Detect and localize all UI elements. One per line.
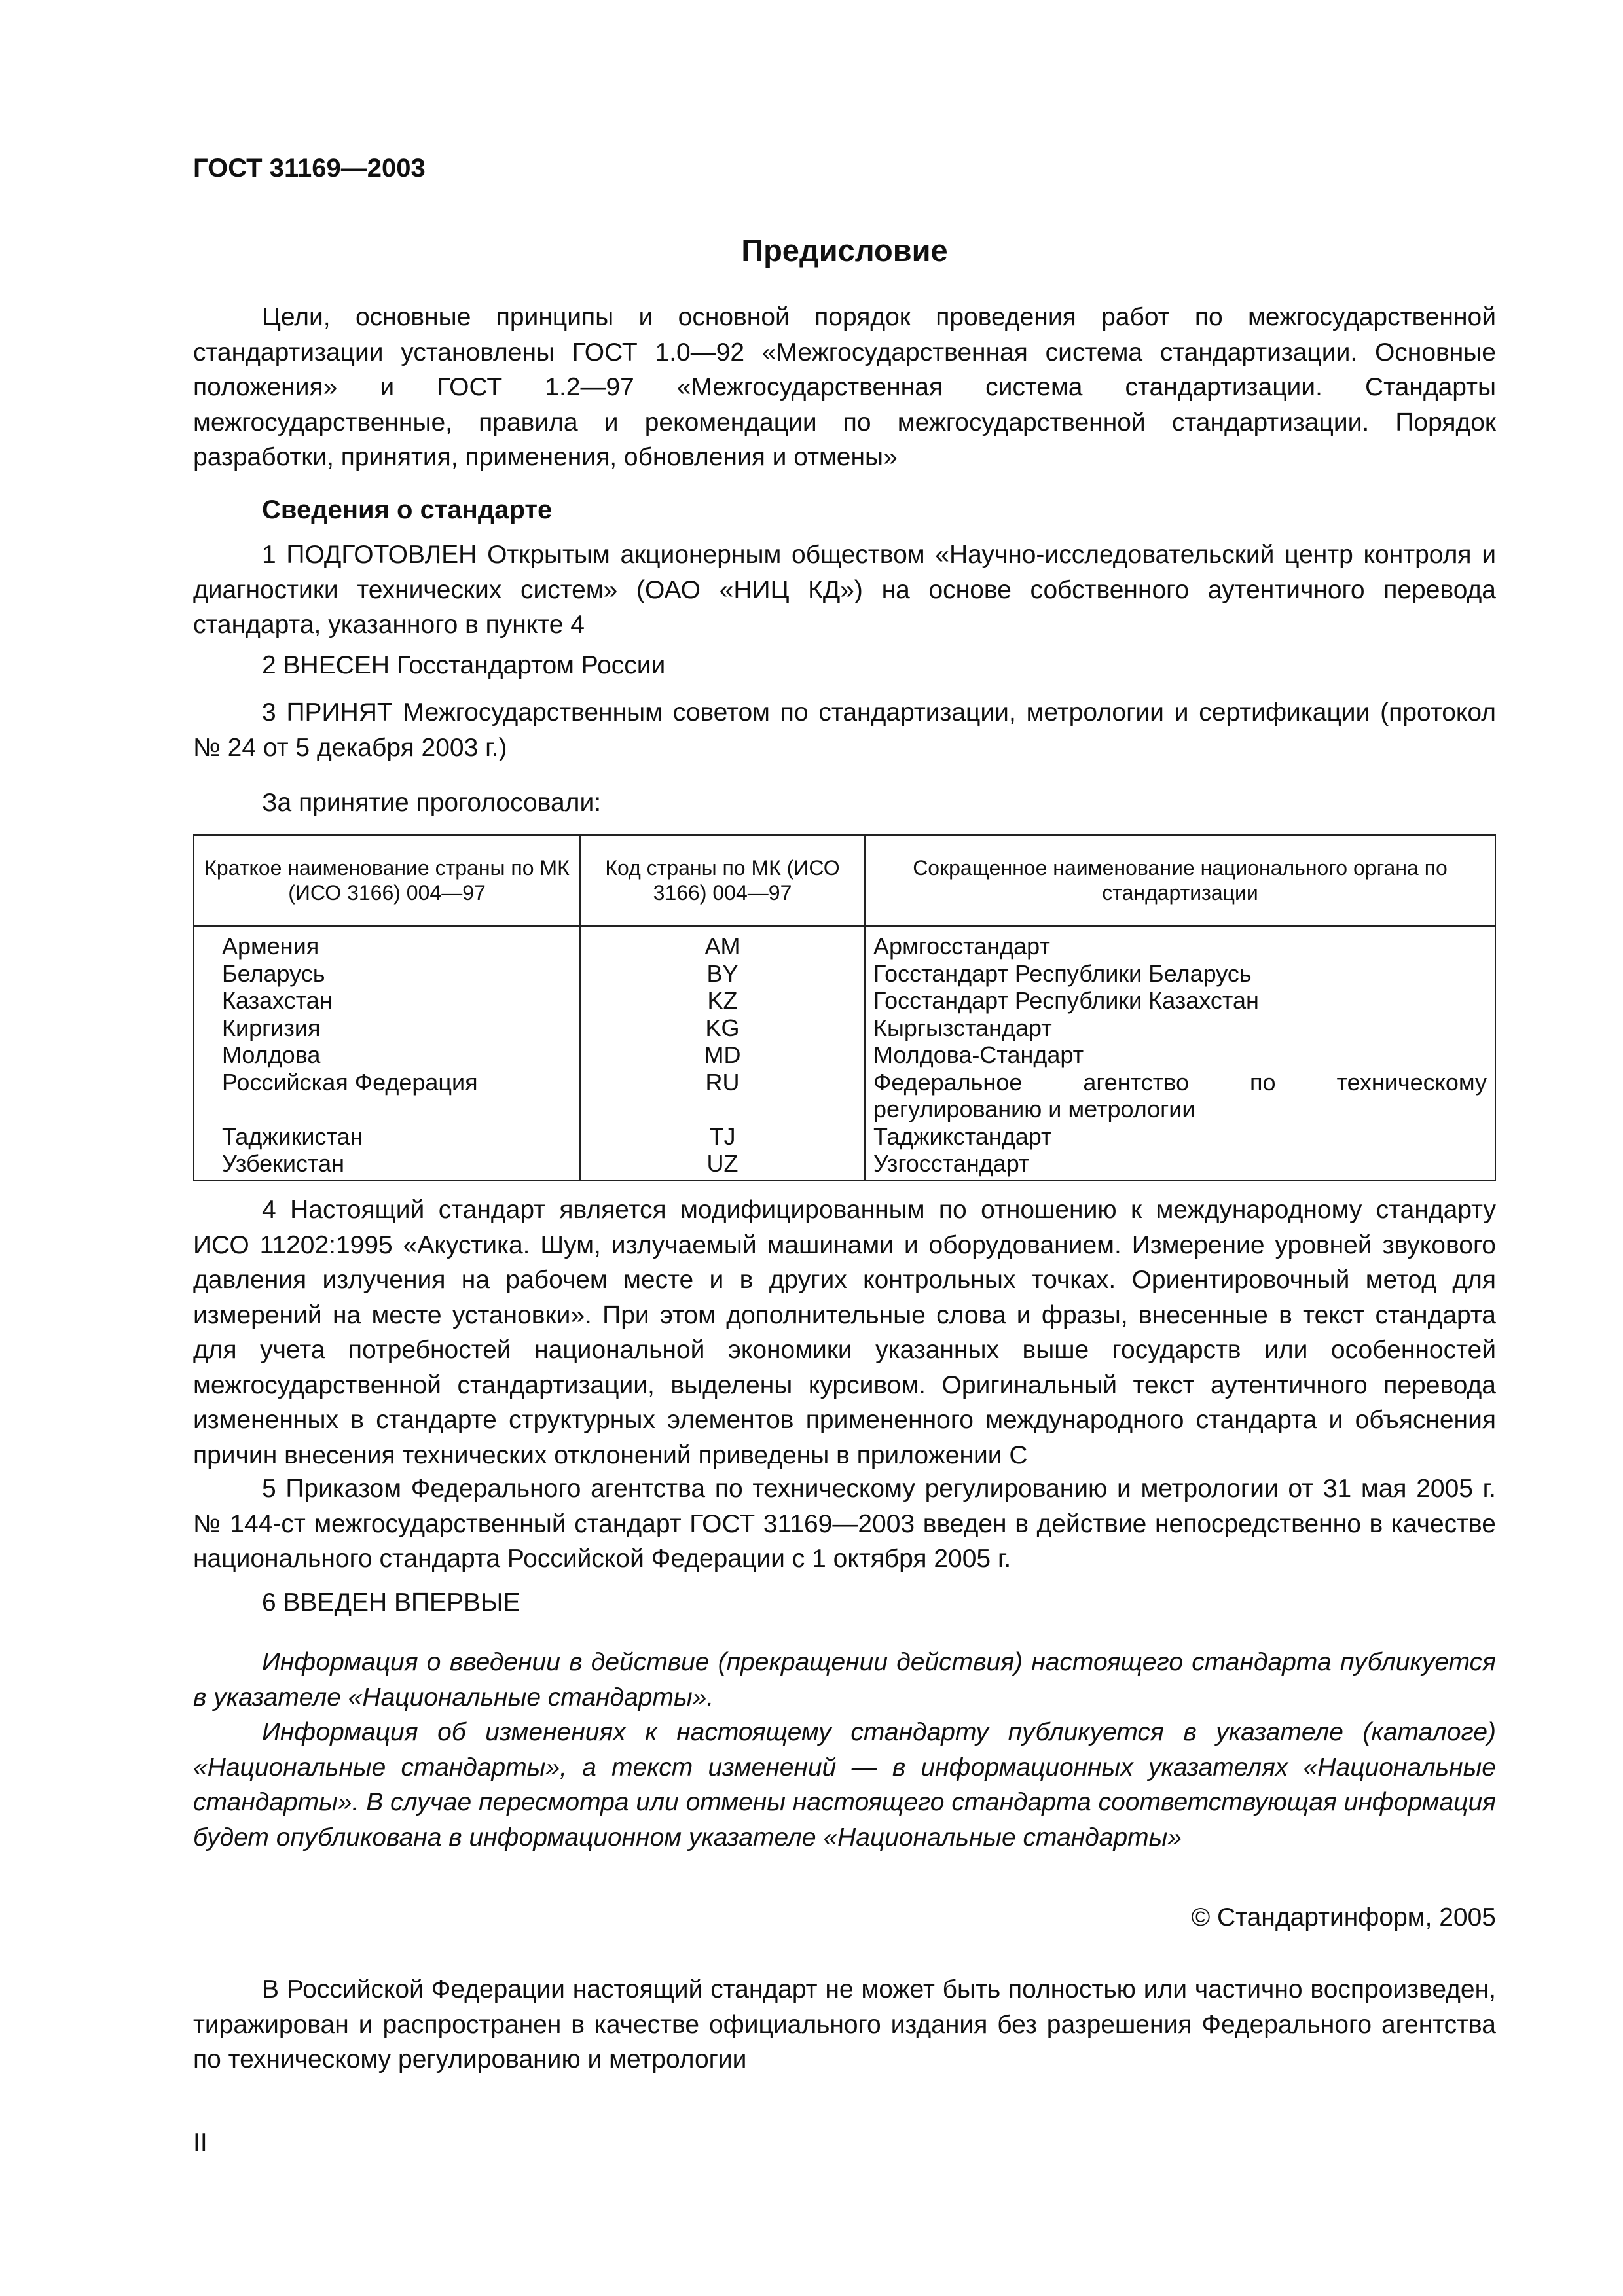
cell-body: Федеральное агентство по техническому регулированию и метрологии [865,1069,1495,1123]
cell-code: BY [580,960,865,988]
cell-country: Беларусь [194,960,580,988]
table-row [194,926,1495,960]
table-row [194,960,1495,988]
info-item-3: 3 ПРИНЯТ Межгосударственным советом по стандартизации, метрологии и сертификации (протокол № 24 от 5 декабря 2003 г.) [193,698,1496,762]
cell-country: Таджикистан [194,1123,580,1151]
cell-country: Молдова [194,1041,580,1069]
table-row [194,1014,1495,1042]
cell-country: Российская Федерация [194,1069,580,1123]
table-row [194,1069,1495,1123]
document-code: ГОСТ 31169—2003 [193,154,426,183]
notice-publication: Информация о введении в действие (прекращении действия) настоящего стандарта публикуется в указателе «Национальные стандарты». [193,1648,1496,1712]
reproduction-notice: В Российской Федерации настоящий стандарт не может быть полностью или частично воспроизведен, тиражирован и распространен в качестве официального издания без разрешения Федерального агентства по техническому регулированию и метрологии [193,1975,1496,2073]
cell-body: Госстандарт Республики Казахстан [865,987,1495,1014]
copyright: © Стандартинформ, 2005 [1191,1903,1496,1931]
section-heading: Сведения о стандарте [262,495,553,524]
cell-code: RU [580,1069,865,1123]
table-row [194,1150,1495,1181]
notice-changes: Информация об изменениях к настоящему стандарту публикуется в указателе (каталоге) «Национальные стандарты», а текст изменений — в информационных указателях «Национальные стандарты». В случае пересмотра или отмены настоящего стандарта соответствующая информация будет опубликована в информационном указателе «Национальные стандарты» [193,1718,1496,1852]
cell-code: KG [580,1014,865,1042]
table-row [194,987,1495,1014]
cell-code: TJ [580,1123,865,1151]
header-country: Краткое наименование страны по МК (ИСО 3166) 004—97 [194,835,580,926]
cell-body: Молдова-Стандарт [865,1041,1495,1069]
cell-body: Армгосстандарт [865,926,1495,960]
cell-body: Кыргызстандарт [865,1014,1495,1042]
cell-country: Казахстан [194,987,580,1014]
cell-country: Киргизия [194,1014,580,1042]
header-code: Код страны по МК (ИСО 3166) 004—97 [580,835,865,926]
cell-code: MD [580,1041,865,1069]
cell-body: Узгосстандарт [865,1150,1495,1181]
header-body: Сокращенное наименование национального органа по стандартизации [865,835,1495,926]
page-number: II [193,2128,208,2157]
vote-intro: За принятие проголосовали: [262,789,602,817]
info-item-4: 4 Настоящий стандарт является модифицированным по отношению к международному стандарту ИСО 11202:1995 «Акустика. Шум, излучаемый машинами и оборудованием. Измерение уровней звукового давления излучения на рабочем месте и в других контрольных точках. Ориентировочный метод для измерений на месте установки». При этом дополнительные слова и фразы, внесенные в текст стандарта для учета потребностей национальной экономики указанных выше государств или особенностей межгосударственной стандартизации, выделены курсивом. Оригинальный текст аутентичного перевода измененных в стандарте структурных элементов примененного международного стандарта и объяснения причин внесения технических отклонений приведены в приложении С [193,1196,1496,1469]
info-item-6: 6 ВВЕДЕН ВПЕРВЫЕ [262,1588,520,1617]
table-row [194,1123,1495,1151]
cell-code: KZ [580,987,865,1014]
table-row [194,1041,1495,1069]
info-item-5: 5 Приказом Федерального агентства по техническому регулированию и метрологии от 31 мая 2005 г. № 144-ст межгосударственный стандарт ГОСТ 31169—2003 введен в действие непосредственно в качестве национального стандарта Российской Федерации с 1 октября 2005 г. [193,1475,1496,1573]
cell-code: AM [580,926,865,960]
info-item-2: 2 ВНЕСЕН Госстандартом России [262,651,666,679]
cell-body: Таджикстандарт [865,1123,1495,1151]
cell-country: Армения [194,926,580,960]
page-title: Предисловие [741,233,948,268]
cell-code: UZ [580,1150,865,1181]
foreword-intro: Цели, основные принципы и основной порядок проведения работ по межгосударственной стандартизации установлены ГОСТ 1.0—92 «Межгосударственная система стандартизации. Основные положения» и ГОСТ 1.2—97 «Межгосударственная система стандартизации. Стандарты межгосударственные, правила и рекомендации по межгосударственной стандартизации. Порядок разработки, принятия, применения, обновления и отмены» [193,303,1496,471]
info-item-1: 1 ПОДГОТОВЛЕН Открытым акционерным обществом «Научно-исследовательский центр контроля и диагностики технических систем» (ОАО «НИЦ КД») на основе собственного аутентичного перевода стандарта, указанного в пункте 4 [193,541,1496,639]
votes-table [193,834,1496,1181]
table-header-row [194,835,1495,926]
cell-country: Узбекистан [194,1150,580,1181]
cell-body: Госстандарт Республики Беларусь [865,960,1495,988]
